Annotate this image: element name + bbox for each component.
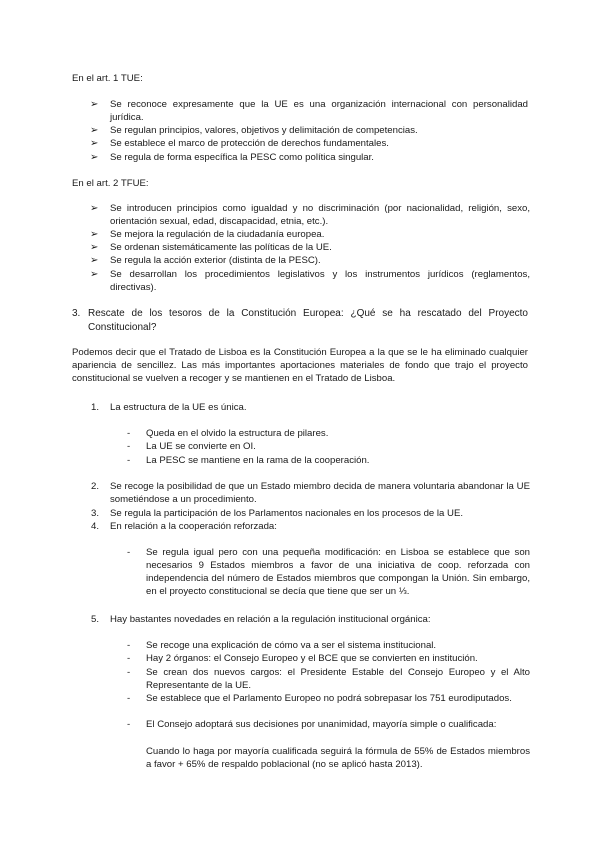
point-number: 3. — [91, 508, 100, 519]
bullet-arrow-icon: ➢ — [90, 269, 99, 280]
dash-bullet: - — [127, 640, 131, 651]
bullet-arrow-icon: ➢ — [90, 203, 99, 214]
point-number: 1. — [91, 402, 100, 413]
sub-item: Se recoge una explicación de cómo va a ser el sistema institucional. — [146, 640, 437, 651]
bullet-arrow-icon: ➢ — [90, 99, 99, 110]
sub-item: La UE se convierte en OI. — [146, 441, 256, 452]
sub-item: Se regula igual pero con una pequeña modificación: en Lisboa se establece que son necesarios 9 Estados miembros a favor de una iniciativa de coop. reforzada con independencia del número de Estados miembros que compongan la Unión. Sin embargo, en el proyecto constitucional se decía que tiene que ser un ⅓. — [146, 547, 530, 597]
art2-item: Se regula la acción exterior (distinta de la PESC). — [110, 255, 321, 266]
sub-item: Hay 2 órganos: el Consejo Europeo y el BCE que se convierten en institución. — [146, 653, 478, 664]
bullet-arrow-icon: ➢ — [90, 229, 99, 240]
sub-item: Se establece que el Parlamento Europeo no podrá sobrepasar los 751 eurodiputados. — [146, 693, 512, 704]
art1-item: Se regula de forma específica la PESC como política singular. — [110, 152, 374, 163]
dash-bullet: - — [127, 547, 131, 558]
art2-heading: En el art. 2 TFUE: — [72, 178, 149, 189]
point-number: 4. — [91, 521, 100, 532]
point-text: Se regula la participación de los Parlamentos nacionales en los procesos de la UE. — [110, 508, 464, 519]
sub-note: Cuando lo haga por mayoría cualificada seguirá la fórmula de 55% de Estados miembros a favor + 65% de respaldo poblacional (no se aplicó hasta 2013). — [146, 746, 530, 770]
sub-item: El Consejo adoptará sus decisiones por unanimidad, mayoría simple o cualificada: — [146, 719, 497, 730]
art2-item: Se ordenan sistemáticamente las políticas de la UE. — [110, 242, 332, 253]
dash-bullet: - — [127, 441, 131, 452]
dash-bullet: - — [127, 653, 131, 664]
bullet-arrow-icon: ➢ — [90, 125, 99, 136]
dash-bullet: - — [127, 455, 131, 466]
bullet-arrow-icon: ➢ — [90, 255, 99, 266]
art2-item: Se mejora la regulación de la ciudadanía europea. — [110, 229, 325, 240]
art2-item: Se desarrollan los procedimientos legislativos y los instrumentos jurídicos (reglamentos, directivas). — [110, 269, 530, 293]
sub-item: La PESC se mantiene en la rama de la cooperación. — [146, 455, 370, 466]
point-number: 2. — [91, 481, 100, 492]
point-text: La estructura de la UE es única. — [110, 402, 247, 413]
section-title — [88, 307, 528, 335]
point-number: 5. — [91, 614, 100, 625]
section-number: 3. — [72, 308, 81, 319]
section-intro: Podemos decir que el Tratado de Lisboa es la Constitución Europea a la que se le ha eliminado cualquier apariencia de sencillez. Las más importantes aportaciones materiales de fondo que trajo el proyecto constitucional se vuelven a recoger y se mantienen en el Tratado de Lisboa. — [72, 347, 528, 384]
bullet-arrow-icon: ➢ — [90, 138, 99, 149]
point-text: Hay bastantes novedades en relación a la regulación institucional orgánica: — [110, 614, 431, 625]
sub-item: Queda en el olvido la estructura de pilares. — [146, 428, 329, 439]
art1-heading: En el art. 1 TUE: — [72, 73, 143, 84]
dash-bullet: - — [127, 428, 131, 439]
art1-item: Se reconoce expresamente que la UE es una organización internacional con personalidad jurídica. — [110, 99, 528, 123]
section-title-text: Rescate de los tesoros de la Constitución Europea: ¿Qué se ha rescatado del Proyecto Constitucional? — [88, 308, 528, 333]
dash-bullet: - — [127, 667, 131, 678]
art2-item: Se introducen principios como igualdad y no discriminación (por nacionalidad, religión, sexo, orientación sexual, edad, discapacidad, etnia, etc.). — [110, 203, 530, 227]
dash-bullet: - — [127, 693, 131, 704]
point-text: Se recoge la posibilidad de que un Estado miembro decida de manera voluntaria abandonar la UE sometiéndose a un procedimiento. — [110, 481, 530, 505]
art1-item: Se establece el marco de protección de derechos fundamentales. — [110, 138, 389, 149]
bullet-arrow-icon: ➢ — [90, 152, 99, 163]
dash-bullet: - — [127, 719, 131, 730]
art1-item: Se regulan principios, valores, objetivos y delimitación de competencias. — [110, 125, 418, 136]
bullet-arrow-icon: ➢ — [90, 242, 99, 253]
point-text: En relación a la cooperación reforzada: — [110, 521, 277, 532]
sub-item: Se crean dos nuevos cargos: el Presidente Estable del Consejo Europeo y el Alto Representante de la UE. — [146, 667, 530, 691]
